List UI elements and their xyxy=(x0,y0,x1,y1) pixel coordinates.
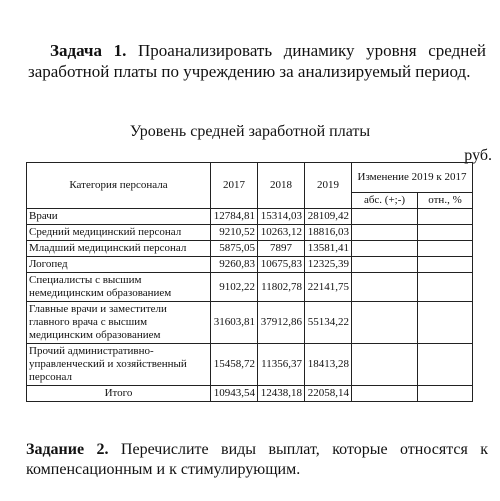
cell-2019: 13581,41 xyxy=(305,241,352,257)
cell-2019: 28109,42 xyxy=(305,209,352,225)
header-rel: отн., % xyxy=(418,193,473,209)
cell-abs xyxy=(352,344,418,386)
header-2019: 2019 xyxy=(305,163,352,209)
currency-unit: руб. xyxy=(464,147,492,164)
cell-2019: 18413,28 xyxy=(305,344,352,386)
total-abs xyxy=(352,386,418,402)
cell-2018: 10675,83 xyxy=(258,257,305,273)
cell-2019: 55134,22 xyxy=(305,302,352,344)
cell-abs xyxy=(352,257,418,273)
cell-abs xyxy=(352,241,418,257)
table-row xyxy=(27,225,473,241)
cell-2017: 9260,83 xyxy=(211,257,258,273)
cell-2018: 15314,03 xyxy=(258,209,305,225)
header-2017: 2017 xyxy=(211,163,258,209)
cell-2017: 5875,05 xyxy=(211,241,258,257)
table-row xyxy=(27,209,473,225)
cell-abs xyxy=(352,302,418,344)
cell-2018: 11802,78 xyxy=(258,273,305,302)
cell-2018: 37912,86 xyxy=(258,302,305,344)
cell-2019: 22141,75 xyxy=(305,273,352,302)
row-category: Средний медицинский персонал xyxy=(27,225,211,241)
table-row xyxy=(27,273,473,302)
table-row xyxy=(27,241,473,257)
cell-rel xyxy=(418,302,473,344)
task-2-label: Задание 2. xyxy=(26,441,109,458)
total-2018: 12438,18 xyxy=(258,386,305,402)
cell-2019: 18816,03 xyxy=(305,225,352,241)
row-category: Главные врачи и заместители главного врача с высшим медицинским образованием xyxy=(27,302,211,344)
task-2-paragraph xyxy=(26,440,488,480)
cell-rel xyxy=(418,241,473,257)
cell-2017: 31603,81 xyxy=(211,302,258,344)
task-1-label: Задача 1. xyxy=(50,41,127,60)
total-2017: 10943,54 xyxy=(211,386,258,402)
row-category: Специалисты с высшим немедицинским образованием xyxy=(27,273,211,302)
cell-2018: 11356,37 xyxy=(258,344,305,386)
header-2018: 2018 xyxy=(258,163,305,209)
cell-rel xyxy=(418,225,473,241)
row-category: Врачи xyxy=(27,209,211,225)
cell-rel xyxy=(418,273,473,302)
task-2-text: Перечислите виды выплат, которые относятся к компенсационным и к стимулирующим. xyxy=(26,441,489,478)
cell-abs xyxy=(352,273,418,302)
total-label: Итого xyxy=(27,386,211,402)
cell-rel xyxy=(418,209,473,225)
cell-rel xyxy=(418,257,473,273)
row-category: Логопед xyxy=(27,257,211,273)
cell-2018: 10263,12 xyxy=(258,225,305,241)
table-title: Уровень средней заработной платы xyxy=(129,123,371,140)
total-rel xyxy=(418,386,473,402)
header-abs: абс. (+;-) xyxy=(352,193,418,209)
cell-2017: 12784,81 xyxy=(211,209,258,225)
row-category: Прочий административно-управленческий и хозяйственный персонал xyxy=(27,344,211,386)
task-1-text: Проанализировать динамику уровня средней заработной платы по учреждению за анализируемый период. xyxy=(28,41,486,81)
total-2019: 22058,14 xyxy=(305,386,352,402)
cell-rel xyxy=(418,344,473,386)
cell-abs xyxy=(352,209,418,225)
table-row xyxy=(27,302,473,344)
header-category: Категория персонала xyxy=(27,163,211,209)
total-row xyxy=(27,386,473,402)
header-change: Изменение 2019 к 2017 xyxy=(352,163,473,193)
cell-2017: 9210,52 xyxy=(211,225,258,241)
task-1-paragraph xyxy=(28,40,486,82)
cell-2017: 15458,72 xyxy=(211,344,258,386)
cell-2018: 7897 xyxy=(258,241,305,257)
table-row xyxy=(27,257,473,273)
salary-table xyxy=(26,162,473,402)
cell-abs xyxy=(352,225,418,241)
cell-2019: 12325,39 xyxy=(305,257,352,273)
table-row xyxy=(27,344,473,386)
row-category: Младший медицинский персонал xyxy=(27,241,211,257)
cell-2017: 9102,22 xyxy=(211,273,258,302)
